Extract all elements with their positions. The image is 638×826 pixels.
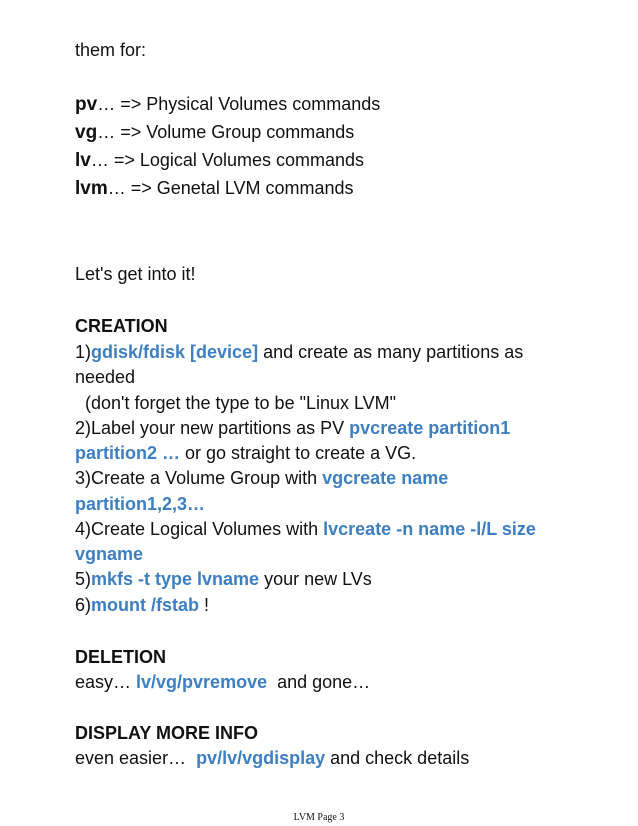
prefix-cmd: lv [75, 150, 91, 171]
command-text: gdisk/fdisk [device] [91, 342, 259, 362]
command-text: lv/vg/pvremove [136, 672, 268, 692]
lets-go-text: Let's get into it! [75, 264, 196, 284]
command-text: vgcreate name [322, 468, 449, 488]
creation-step-5 [75, 567, 372, 592]
creation-step-3-cont [75, 492, 205, 517]
creation-heading: CREATION [75, 316, 168, 336]
prefix-desc: … => Volume Group commands [97, 122, 355, 142]
creation-step-2-cont [75, 441, 416, 466]
prefix-desc: … => Physical Volumes commands [97, 94, 381, 114]
step-number: 6) [75, 595, 92, 615]
step-text: Create a Volume Group with [91, 468, 323, 488]
creation-step-4-cont [75, 542, 143, 567]
prefix-row-lv [75, 148, 364, 173]
step-text: and create as many partitions as [258, 342, 524, 362]
prefix-row-vg [75, 120, 354, 145]
step-text: and gone… [267, 672, 371, 692]
creation-step-1 [75, 340, 523, 365]
step-number: 3) [75, 468, 92, 488]
command-text: mount /fstab [91, 595, 200, 615]
creation-step-1-cont: needed [75, 367, 136, 387]
step-number: 5) [75, 569, 92, 589]
prefix-cmd: pv [75, 94, 98, 115]
step-text: ! [199, 595, 210, 615]
command-text: lvcreate -n name -l/L size [323, 519, 536, 539]
creation-step-1-note: (don't forget the type to be "Linux LVM" [85, 393, 397, 413]
intro-text: them for: [75, 40, 147, 60]
creation-step-2 [75, 416, 510, 441]
command-text: pv/lv/vgdisplay [196, 748, 326, 768]
step-text: your new LVs [259, 569, 372, 589]
command-text: partition1,2,3… [75, 494, 206, 514]
step-text: and check details [325, 748, 470, 768]
step-text: or go straight to create a VG. [180, 443, 417, 463]
creation-step-6 [75, 593, 209, 618]
page-footer: LVM Page 3 [293, 812, 345, 823]
step-text: Create Logical Volumes with [91, 519, 324, 539]
command-text: pvcreate partition1 [349, 418, 511, 438]
creation-step-3 [75, 466, 448, 491]
prefix-desc: … => Genetal LVM commands [107, 178, 354, 198]
deletion-text [75, 670, 370, 695]
step-text: even easier… [75, 748, 197, 768]
display-text [75, 746, 469, 771]
command-text: partition2 … [75, 443, 181, 463]
prefix-cmd: lvm [75, 178, 108, 199]
display-heading: DISPLAY MORE INFO [75, 723, 259, 743]
command-text: mkfs -t type lvname [91, 569, 260, 589]
prefix-desc: … => Logical Volumes commands [90, 150, 364, 170]
command-text: vgname [75, 544, 144, 564]
creation-step-4 [75, 517, 536, 542]
step-number: 1) [75, 342, 92, 362]
deletion-heading: DELETION [75, 647, 167, 667]
prefix-row-pv [75, 92, 380, 117]
step-number: 2) [75, 418, 92, 438]
step-number: 4) [75, 519, 92, 539]
prefix-row-lvm [75, 176, 354, 201]
prefix-cmd: vg [75, 122, 98, 143]
step-text: Label your new partitions as PV [91, 418, 350, 438]
step-text: easy… [75, 672, 137, 692]
